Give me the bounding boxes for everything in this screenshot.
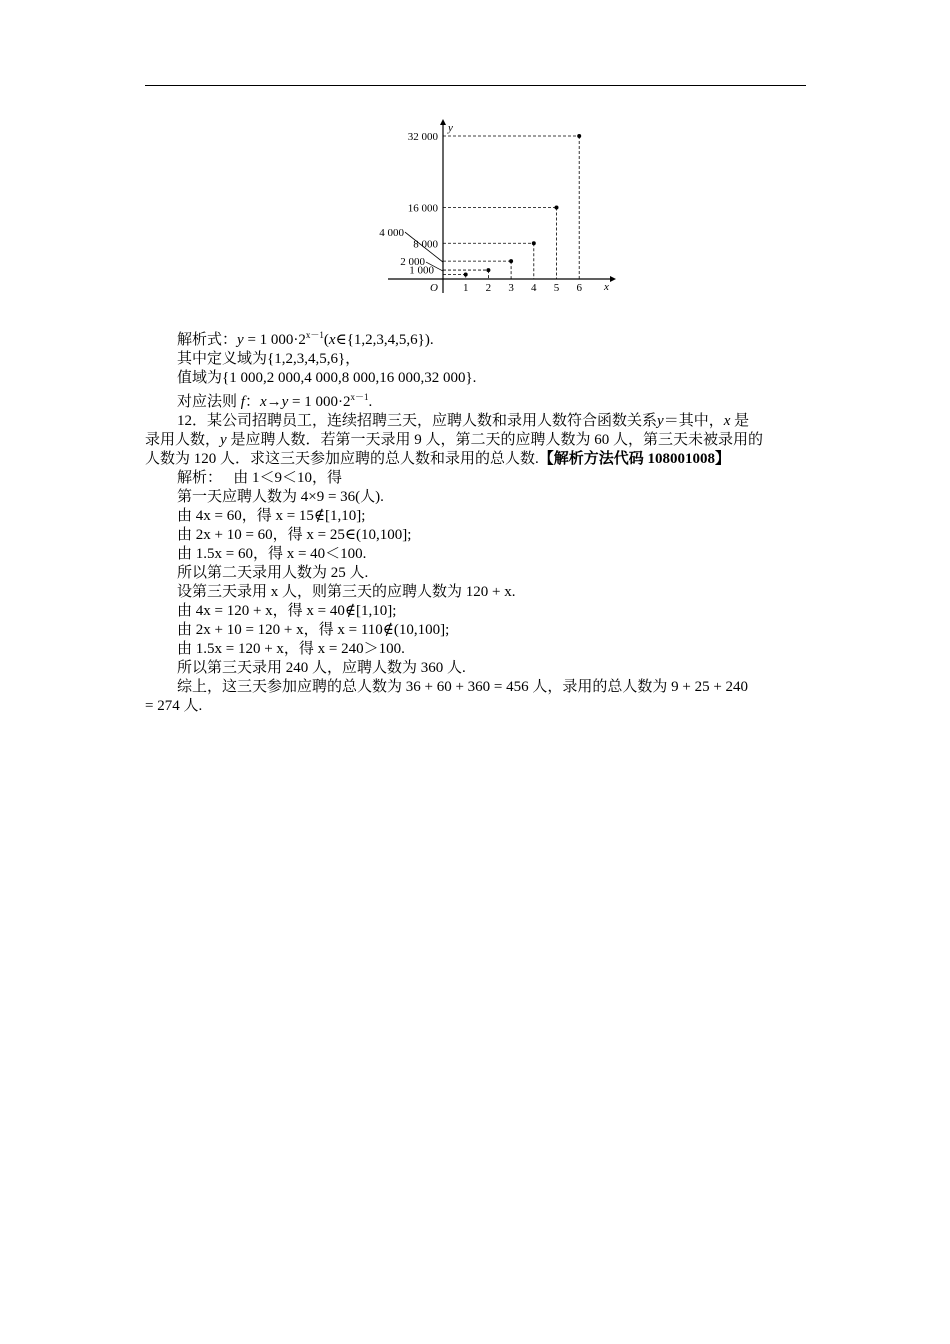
y-tick-label: 8 000 <box>413 238 438 251</box>
var-x: x <box>723 413 731 429</box>
solution-step: 由 1.5x = 60，得 x = 40＜100. <box>177 546 367 562</box>
solution-step: 第一天应聘人数为 4×9 = 36(人). <box>177 489 384 505</box>
colon: ： <box>244 394 260 410</box>
method-code: 【解析方法代码 108001008】 <box>538 451 731 467</box>
data-point <box>555 206 559 210</box>
solution-step: 由 4x = 120 + x，得 x = 40∉[1,10]; <box>177 603 397 619</box>
x-tick-label: 5 <box>553 282 560 294</box>
x-tick-label: 2 <box>485 282 492 294</box>
solution-step: 解析： 由 1＜9＜10，得 <box>177 470 343 486</box>
var-x: x <box>328 332 336 348</box>
solution-step: 由 1.5x = 120 + x，得 x = 240＞100. <box>177 641 405 657</box>
solution-step: 由 4x = 60，得 x = 15∉[1,10]; <box>177 508 366 524</box>
problem-text: 人数为 120 人．求这三天参加应聘的总人数和录用的总人数. <box>145 451 539 467</box>
var-y: y <box>281 394 289 410</box>
summary-line-1: 综上，这三天参加应聘的总人数为 36 + 60 + 360 = 456 人，录用的总人数为 9 + 25 + 240 <box>177 679 749 695</box>
solution-step: 所以第二天录用人数为 25 人. <box>177 565 369 581</box>
origin-label: O <box>430 282 438 294</box>
mapping-line <box>145 388 807 412</box>
var-y: y <box>237 332 244 348</box>
y-axis-arrow <box>440 119 446 125</box>
x-tick-label: 6 <box>576 282 582 294</box>
y-axis-label: y <box>448 122 453 134</box>
y-tick-label: 32 000 <box>407 131 438 143</box>
problem-text: 12．某公司招聘员工，连续招聘三天，应聘人数和录用人数符合函数关系 <box>177 413 658 429</box>
var-x: x <box>259 394 267 410</box>
data-point <box>577 134 581 138</box>
problem-text: 是应聘人数．若第一天录用 9 人，第二天的应聘人数为 60 人，第三天未被录用的 <box>226 432 763 448</box>
arrow: → <box>266 394 282 410</box>
solution-step: 所以第三天录用 240 人，应聘人数为 360 人. <box>177 660 466 676</box>
x-axis-label: x <box>604 281 609 293</box>
domain-set: ∈{1,2,3,4,5,6}). <box>335 332 434 348</box>
expression-body: = 1 000·2 <box>243 332 306 348</box>
y-tick-label: 4 000 <box>379 227 404 240</box>
problem-text: ＝其中， <box>663 413 724 429</box>
var-y: y <box>657 413 664 429</box>
data-point <box>509 259 513 263</box>
solution-step: 由 2x + 10 = 60，得 x = 25∈(10,100]; <box>177 527 412 543</box>
problem-12-line-2 <box>145 431 807 450</box>
data-point <box>486 268 490 272</box>
solution-step: 设第三天录用 x 人，则第三天的应聘人数为 120 + x. <box>177 584 516 600</box>
problem-text: 录用人数， <box>145 432 221 448</box>
expression-label: 解析式： <box>177 332 238 348</box>
period: . <box>368 394 373 410</box>
exponent: x－1 <box>305 330 324 340</box>
solution-steps <box>145 469 807 678</box>
data-point <box>532 241 536 245</box>
x-tick-label: 3 <box>508 282 514 294</box>
var-y: y <box>220 432 227 448</box>
x-tick-label: 4 <box>531 282 537 294</box>
problem-text: 是 <box>730 413 750 429</box>
y-tick-label: 2 000 <box>400 256 425 269</box>
problem-12-line-3 <box>145 450 807 469</box>
summary-line-2: = 274 人. <box>145 698 203 714</box>
x-axis-arrow <box>610 276 616 282</box>
solution-content <box>145 326 807 716</box>
x-tick-label: 1 <box>462 282 469 294</box>
mapping-label: 对应法则 <box>177 394 241 410</box>
paren: ( <box>323 332 329 348</box>
exponential-scatter-chart <box>370 115 620 297</box>
y-tick-label: 16 000 <box>407 202 438 215</box>
y-tick-label: 1 000 <box>409 264 434 277</box>
domain-line: 其中定义域为{1,2,3,4,5,6}， <box>177 351 361 367</box>
data-point <box>464 273 468 277</box>
var-f: f <box>240 394 245 410</box>
exponent: x－1 <box>350 392 369 402</box>
header-rule <box>145 85 806 86</box>
expression-line <box>145 326 807 350</box>
problem-12-line-1 <box>145 412 807 431</box>
mapping-body: = 1 000·2 <box>288 394 351 410</box>
range-line: 值域为{1 000,2 000,4 000,8 000,16 000,32 000}. <box>177 370 477 386</box>
solution-step: 由 2x + 10 = 120 + x，得 x = 110∉(10,100]; <box>177 622 450 638</box>
